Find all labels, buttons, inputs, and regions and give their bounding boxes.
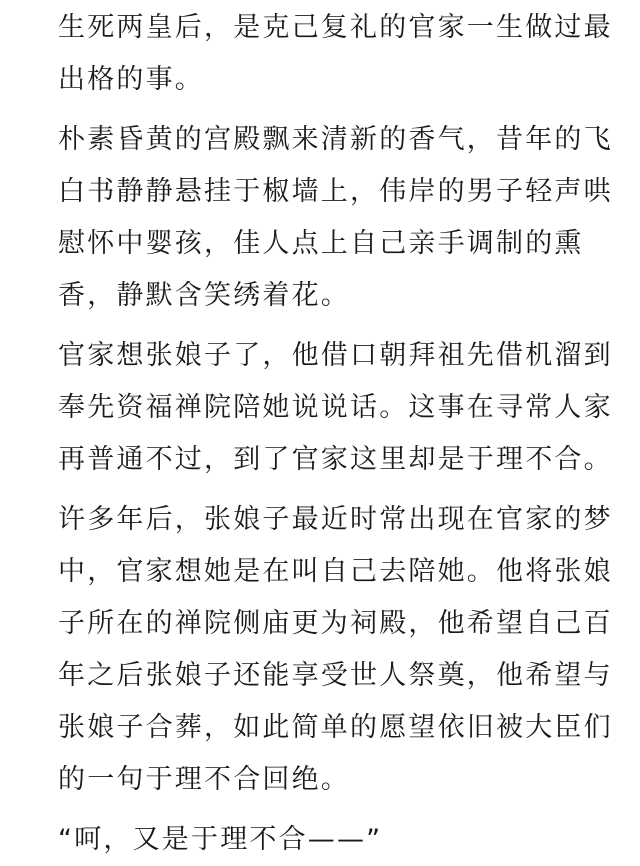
paragraph-4 bbox=[58, 494, 618, 806]
text-line: 生死两皇后，是克己复礼的官家一生做过最 bbox=[58, 12, 613, 43]
text-line: 的一句于理不合回绝。 bbox=[58, 764, 350, 795]
text-line: 慰怀中婴孩，佳人点上自己亲手调制的熏 bbox=[58, 228, 584, 259]
text-line: 许多年后，张娘子最近时常出现在官家的梦 bbox=[58, 504, 613, 535]
text-line: 奉先资福禅院陪她说说话。这事在寻常人家 bbox=[58, 392, 613, 423]
text-line: 官家想张娘子了，他借口朝拜祖先借机溜到 bbox=[58, 340, 613, 371]
text-line: 张娘子合葬，如此简单的愿望依旧被大臣们 bbox=[58, 712, 613, 743]
article-body bbox=[58, 0, 618, 866]
paragraph-2 bbox=[58, 114, 618, 322]
text-line: 出格的事。 bbox=[58, 64, 204, 95]
text-line: 香，静默含笑绣着花。 bbox=[58, 280, 350, 311]
text-line: 朴素昏黄的宫殿飘来清新的香气，昔年的飞 bbox=[58, 124, 613, 155]
paragraph-5 bbox=[58, 814, 618, 866]
quote-line: “呵，又是于理不合——” bbox=[58, 824, 383, 855]
text-line: 白书静静悬挂于椒墙上，伟岸的男子轻声哄 bbox=[58, 176, 613, 207]
paragraph-3 bbox=[58, 330, 618, 486]
paragraph-1 bbox=[58, 2, 618, 106]
text-line: 年之后张娘子还能享受世人祭奠，他希望与 bbox=[58, 660, 613, 691]
text-line: 中，官家想她是在叫自己去陪她。他将张娘 bbox=[58, 556, 613, 587]
text-line: 子所在的禅院侧庙更为祠殿，他希望自己百 bbox=[58, 608, 613, 639]
text-line: 再普通不过，到了官家这里却是于理不合。 bbox=[58, 444, 613, 475]
